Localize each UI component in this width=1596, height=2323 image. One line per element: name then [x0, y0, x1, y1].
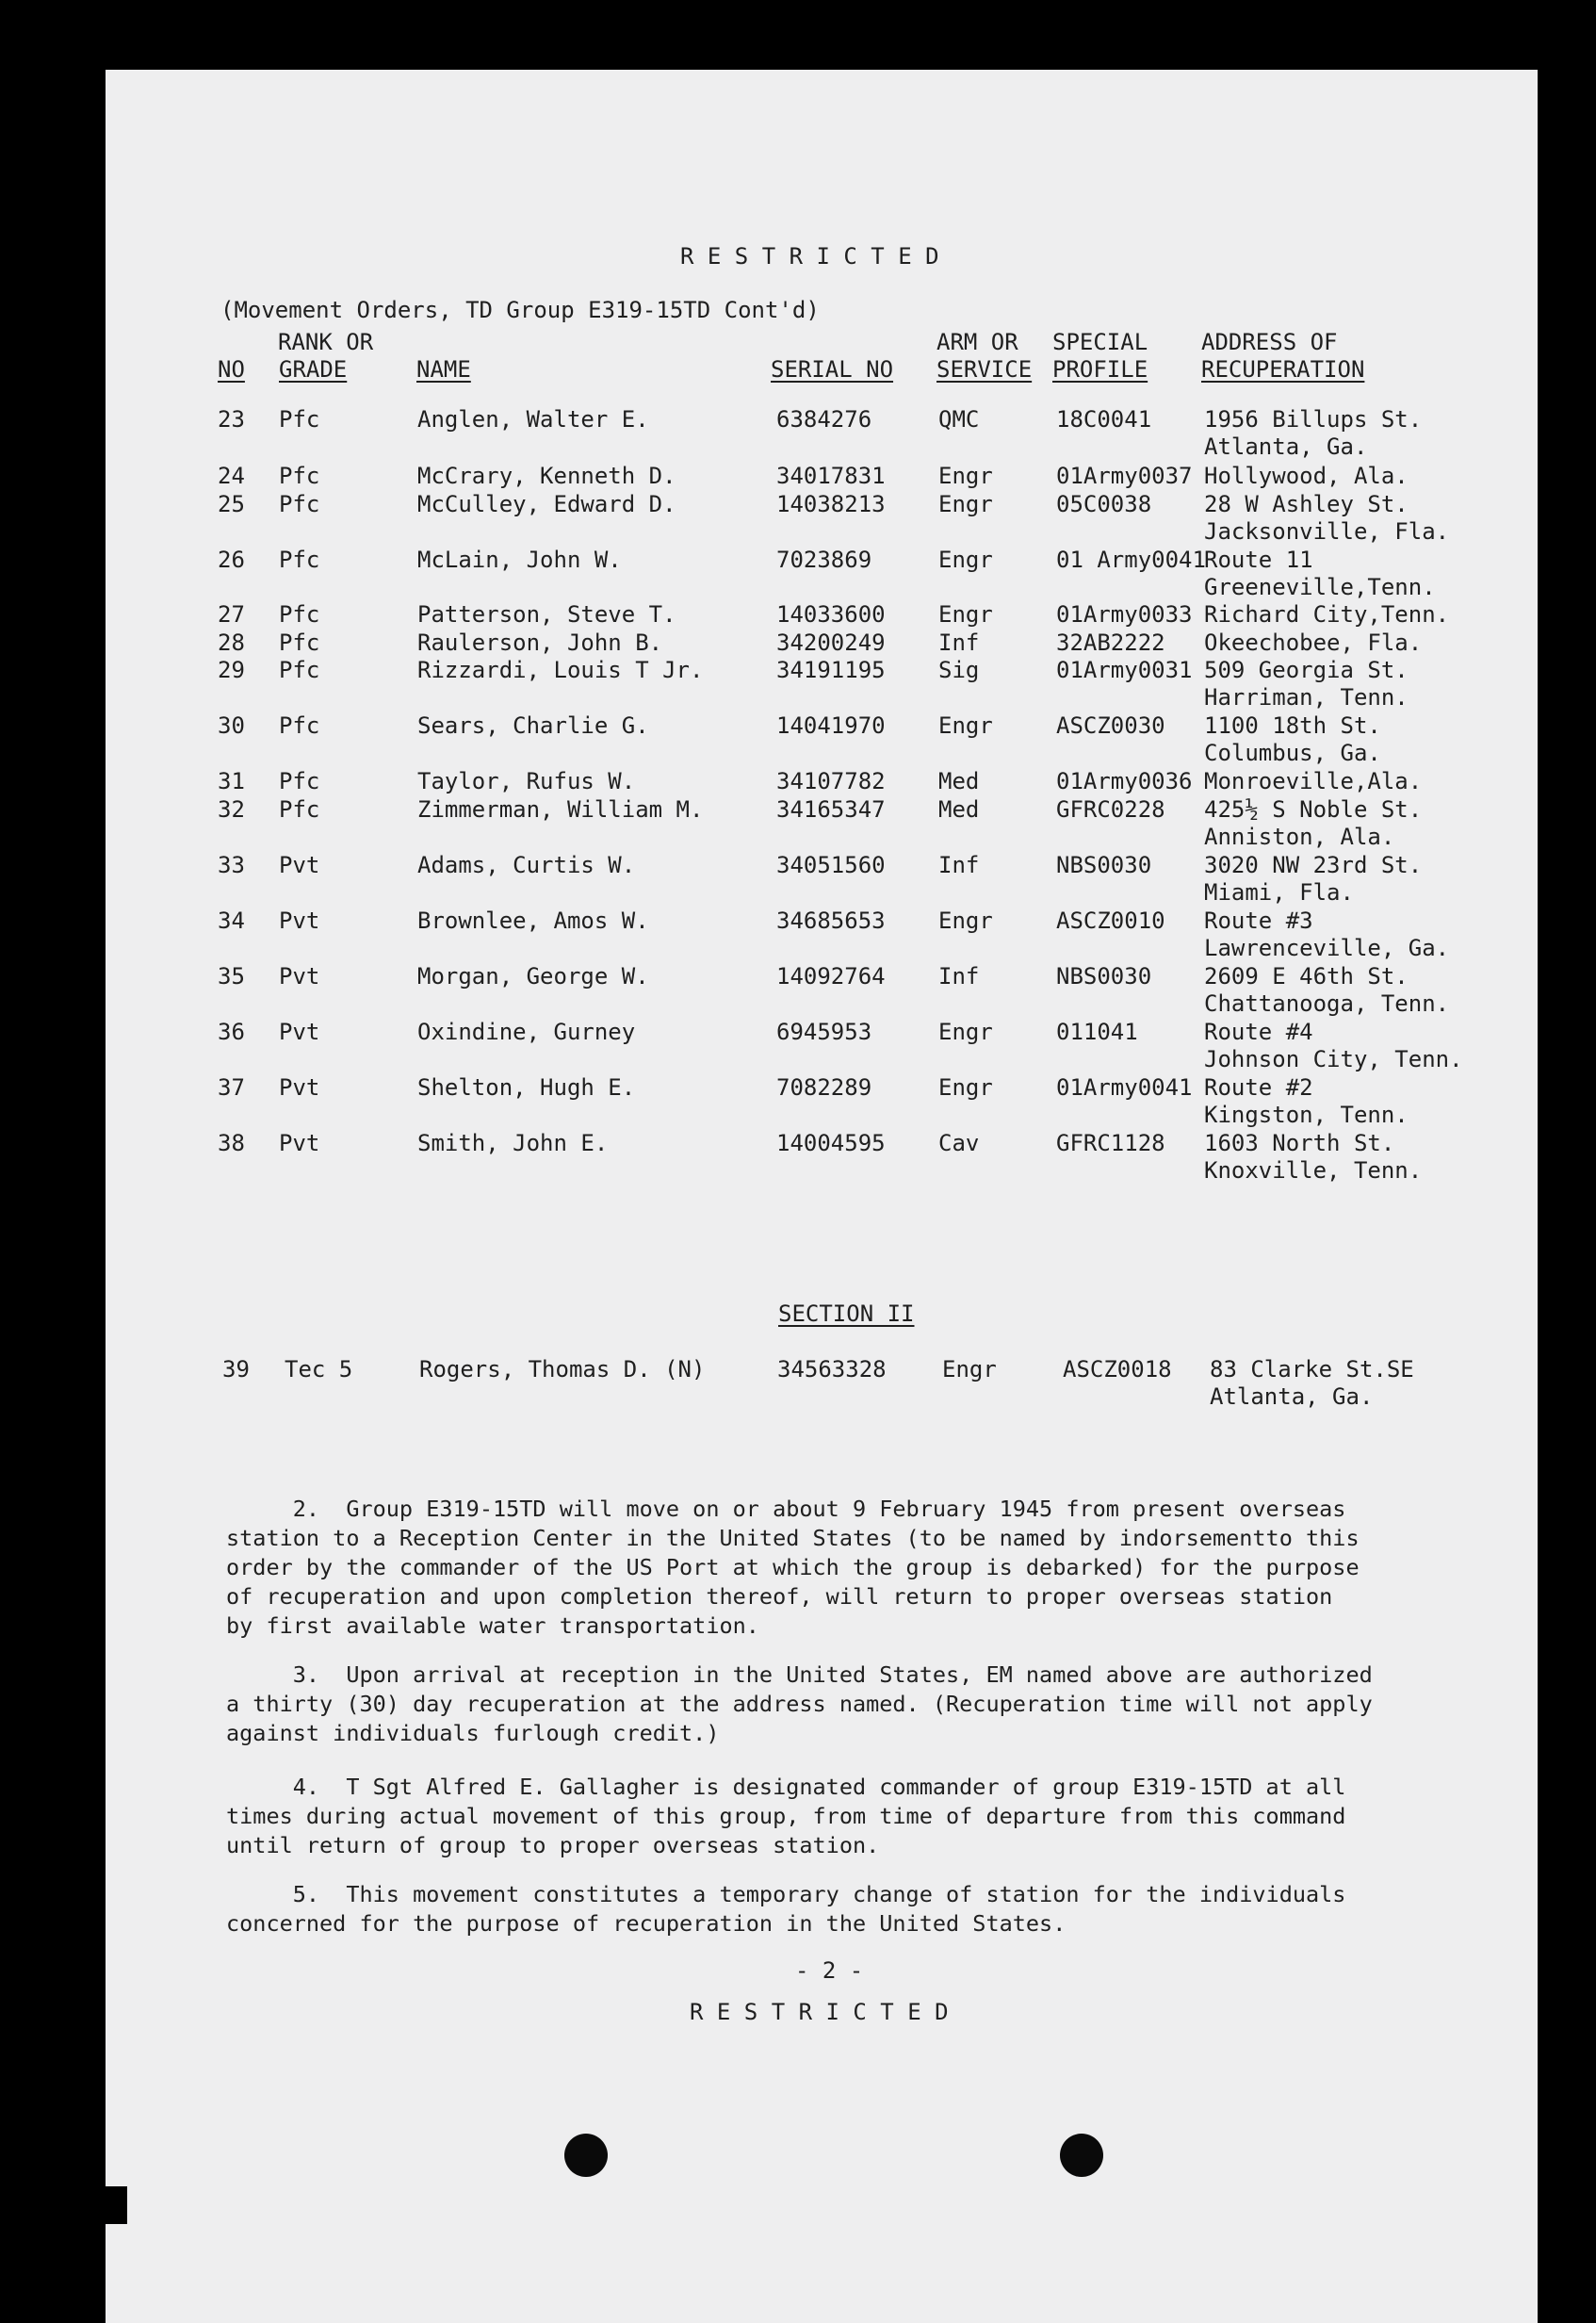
row-name: McLain, John W.: [417, 547, 622, 573]
row-address-line2: Miami, Fla.: [1204, 879, 1354, 906]
row-serial: 7082289: [776, 1074, 872, 1101]
row-address-line2: Atlanta, Ga.: [1204, 434, 1368, 460]
row-no: 23: [218, 406, 245, 433]
row-name: Brownlee, Amos W.: [417, 908, 649, 934]
row-profile: 01Army0036: [1056, 768, 1193, 794]
row-profile: NBS0030: [1056, 963, 1152, 990]
row-serial: 34051560: [776, 852, 886, 878]
row-address-line2: Knoxville, Tenn.: [1204, 1157, 1423, 1184]
row-name: Rizzardi, Louis T Jr.: [417, 657, 704, 683]
row-profile: ASCZ0010: [1056, 908, 1165, 934]
row-name: McCulley, Edward D.: [417, 491, 676, 517]
row-name: McCrary, Kenneth D.: [417, 463, 676, 489]
col-arm-top: ARM OR: [936, 329, 1018, 355]
row-name: Adams, Curtis W.: [417, 852, 636, 878]
row-no: 26: [218, 547, 245, 573]
col-name: NAME: [416, 356, 471, 383]
row-name: Rogers, Thomas D. (N): [419, 1356, 706, 1382]
row-name: Oxindine, Gurney: [417, 1019, 636, 1045]
row-address-line2: Harriman, Tenn.: [1204, 684, 1409, 711]
col-address-top: ADDRESS OF: [1201, 329, 1338, 355]
row-arm: QMC: [938, 406, 980, 433]
row-address-line2: Greeneville,Tenn.: [1204, 574, 1436, 600]
row-name: Raulerson, John B.: [417, 630, 663, 656]
col-rank-top: RANK OR: [278, 329, 374, 355]
col-grade: GRADE: [279, 356, 348, 383]
row-serial: 14092764: [776, 963, 886, 990]
binder-hole-left: [564, 2134, 608, 2177]
row-name: Anglen, Walter E.: [417, 406, 649, 433]
row-address-line1: 1956 Billups St.: [1204, 406, 1423, 433]
row-name: Morgan, George W.: [417, 963, 649, 990]
row-name: Smith, John E.: [417, 1130, 609, 1156]
row-no: 38: [218, 1130, 245, 1156]
row-profile: ASCZ0018: [1063, 1356, 1172, 1382]
row-address-line1: Route #2: [1204, 1074, 1313, 1101]
row-no: 28: [218, 630, 245, 656]
document-subtitle: (Movement Orders, TD Group E319-15TD Cont'd): [220, 297, 820, 323]
row-address-line1: 2609 E 46th St.: [1204, 963, 1409, 990]
col-address: RECUPERATION: [1201, 356, 1365, 383]
row-profile: 32AB2222: [1056, 630, 1165, 656]
row-no: 32: [218, 796, 245, 823]
row-profile: 01Army0041: [1056, 1074, 1193, 1101]
paragraph-5: 5. This movement constitutes a temporary change of station for the individuals concerned for the purpose of recuperation in the United States.: [226, 1881, 1346, 1937]
row-no: 35: [218, 963, 245, 990]
row-arm: Cav: [938, 1130, 980, 1156]
col-service: SERVICE: [936, 356, 1033, 383]
row-arm: Engr: [938, 1019, 993, 1045]
row-address-line1: 1100 18th St.: [1204, 712, 1381, 739]
row-address-line1: 28 W Ashley St.: [1204, 491, 1409, 517]
row-address-line1: Hollywood, Ala.: [1204, 463, 1409, 489]
row-serial: 7023869: [776, 547, 872, 573]
row-grade: Pvt: [279, 852, 320, 878]
row-name: Sears, Charlie G.: [417, 712, 649, 739]
row-grade: Pfc: [279, 601, 320, 628]
row-no: 31: [218, 768, 245, 794]
row-serial: 34191195: [776, 657, 886, 683]
row-address-line1: 83 Clarke St.SE: [1210, 1356, 1414, 1382]
row-arm: Inf: [938, 852, 980, 878]
row-no: 37: [218, 1074, 245, 1101]
page-corner-shadow: [0, 2186, 127, 2224]
row-name: Shelton, Hugh E.: [417, 1074, 636, 1101]
row-profile: 01 Army0041: [1056, 547, 1206, 573]
row-serial: 14041970: [776, 712, 886, 739]
row-no: 33: [218, 852, 245, 878]
row-arm: Sig: [938, 657, 980, 683]
row-address-line1: Route 11: [1204, 547, 1313, 573]
row-arm: Engr: [938, 712, 993, 739]
row-grade: Pfc: [279, 796, 320, 823]
row-serial: 14004595: [776, 1130, 886, 1156]
row-profile: GFRC1128: [1056, 1130, 1165, 1156]
row-arm: Med: [938, 796, 980, 823]
row-grade: Pfc: [279, 712, 320, 739]
row-profile: ASCZ0030: [1056, 712, 1165, 739]
row-address-line2: Chattanooga, Tenn.: [1204, 990, 1450, 1017]
col-profile: PROFILE: [1052, 356, 1148, 383]
row-arm: Engr: [938, 1074, 993, 1101]
row-address-line2: Jacksonville, Fla.: [1204, 518, 1450, 545]
paragraph-2: 2. Group E319-15TD will move on or about 9 February 1945 from present overseas station to a Reception Center in the United States (to be named by indorsementto this order by the commander of the US Port at which the group is debarked) for the purpose of recuperation and upon completion thereof, will return to proper overseas station by first available water transportation.: [226, 1496, 1360, 1639]
row-no: 27: [218, 601, 245, 628]
row-serial: 14038213: [776, 491, 886, 517]
row-arm: Med: [938, 768, 980, 794]
row-address-line1: 425½ S Noble St.: [1204, 796, 1423, 823]
row-profile: NBS0030: [1056, 852, 1152, 878]
document-page: [106, 70, 1538, 2323]
row-serial: 34685653: [776, 908, 886, 934]
row-no: 34: [218, 908, 245, 934]
row-grade: Pfc: [279, 491, 320, 517]
row-grade: Pfc: [279, 406, 320, 433]
row-name: Taylor, Rufus W.: [417, 768, 636, 794]
row-grade: Pvt: [279, 963, 320, 990]
row-profile: GFRC0228: [1056, 796, 1165, 823]
row-no: 30: [218, 712, 245, 739]
row-serial: 34563328: [777, 1356, 887, 1382]
row-profile: 011041: [1056, 1019, 1138, 1045]
row-address-line2: Anniston, Ala.: [1204, 824, 1395, 850]
row-grade: Pvt: [279, 1130, 320, 1156]
binder-hole-right: [1060, 2134, 1103, 2177]
row-grade: Pvt: [279, 908, 320, 934]
row-profile: 01Army0031: [1056, 657, 1193, 683]
row-serial: 14033600: [776, 601, 886, 628]
paragraph-4: 4. T Sgt Alfred E. Gallagher is designated commander of group E319-15TD at all times during actual movement of this group, from time of departure from this command until return of group to proper overseas station.: [226, 1774, 1346, 1858]
row-address-line2: Atlanta, Ga.: [1210, 1383, 1374, 1410]
row-no: 24: [218, 463, 245, 489]
row-address-line1: 3020 NW 23rd St.: [1204, 852, 1423, 878]
section-ii-title: SECTION II: [778, 1301, 915, 1327]
row-arm: Engr: [938, 491, 993, 517]
row-name: Patterson, Steve T.: [417, 601, 676, 628]
row-grade: Tec 5: [285, 1356, 353, 1382]
row-address-line1: Monroeville,Ala.: [1204, 768, 1423, 794]
row-arm: Engr: [942, 1356, 997, 1382]
row-no: 39: [222, 1356, 250, 1382]
row-address-line2: Columbus, Ga.: [1204, 740, 1381, 766]
row-serial: 34107782: [776, 768, 886, 794]
row-no: 29: [218, 657, 245, 683]
row-arm: Engr: [938, 463, 993, 489]
row-no: 36: [218, 1019, 245, 1045]
row-arm: Inf: [938, 963, 980, 990]
classification-top: R E S T R I C T E D: [680, 243, 939, 270]
row-serial: 34200249: [776, 630, 886, 656]
row-address-line2: Lawrenceville, Ga.: [1204, 935, 1450, 961]
row-serial: 6945953: [776, 1019, 872, 1045]
row-address-line1: 509 Georgia St.: [1204, 657, 1409, 683]
row-profile: 18C0041: [1056, 406, 1152, 433]
row-serial: 34017831: [776, 463, 886, 489]
row-serial: 6384276: [776, 406, 872, 433]
row-arm: Engr: [938, 908, 993, 934]
paragraph-3: 3. Upon arrival at reception in the United States, EM named above are authorized a thirty (30) day recuperation at the address named. (Recuperation time will not apply against individuals furlough credit.): [226, 1661, 1373, 1746]
row-address-line1: Richard City,Tenn.: [1204, 601, 1450, 628]
row-name: Zimmerman, William M.: [417, 796, 704, 823]
row-profile: 01Army0033: [1056, 601, 1193, 628]
row-address-line1: Okeechobee, Fla.: [1204, 630, 1423, 656]
row-grade: Pfc: [279, 630, 320, 656]
row-profile: 05C0038: [1056, 491, 1152, 517]
row-no: 25: [218, 491, 245, 517]
row-grade: Pfc: [279, 547, 320, 573]
row-address-line2: Kingston, Tenn.: [1204, 1102, 1409, 1128]
row-grade: Pfc: [279, 463, 320, 489]
row-serial: 34165347: [776, 796, 886, 823]
row-grade: Pvt: [279, 1019, 320, 1045]
row-address-line1: Route #4: [1204, 1019, 1313, 1045]
row-arm: Engr: [938, 601, 993, 628]
classification-bottom: R E S T R I C T E D: [690, 1999, 949, 2025]
row-arm: Inf: [938, 630, 980, 656]
col-serial: SERIAL NO: [771, 356, 894, 383]
row-grade: Pfc: [279, 768, 320, 794]
row-profile: 01Army0037: [1056, 463, 1193, 489]
row-grade: Pfc: [279, 657, 320, 683]
row-arm: Engr: [938, 547, 993, 573]
row-address-line1: 1603 North St.: [1204, 1130, 1395, 1156]
row-grade: Pvt: [279, 1074, 320, 1101]
col-special-top: SPECIAL: [1052, 329, 1148, 355]
col-no: NO: [218, 356, 245, 383]
row-address-line1: Route #3: [1204, 908, 1313, 934]
row-address-line2: Johnson City, Tenn.: [1204, 1046, 1463, 1072]
page-number: - 2 -: [795, 1957, 864, 1984]
